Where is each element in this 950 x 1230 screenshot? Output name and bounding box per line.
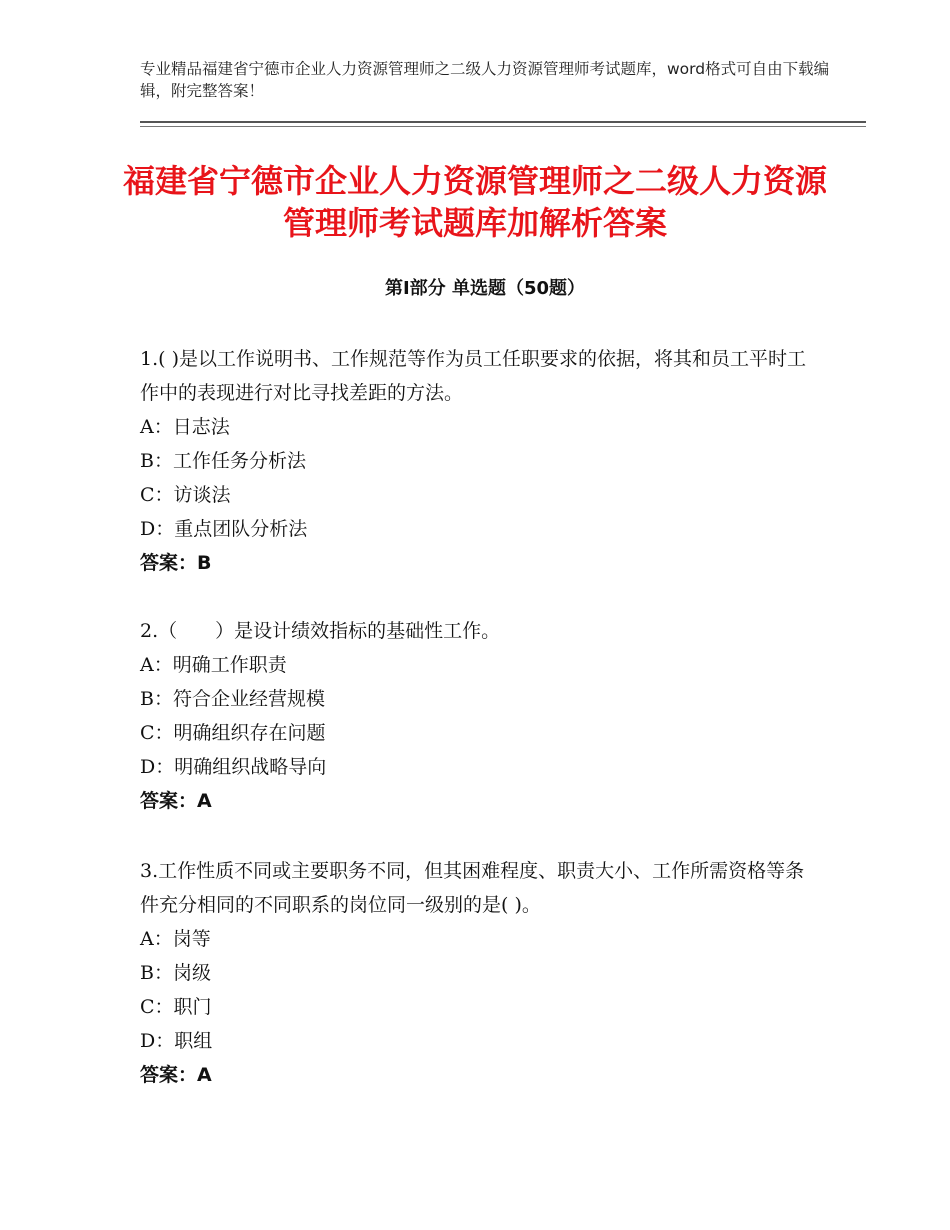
option-d: D：明确组织战略导向 (140, 756, 327, 778)
answer: 答案：A (140, 790, 212, 812)
option-d: D：职组 (140, 1030, 213, 1052)
option-c: C：访谈法 (140, 484, 231, 506)
option-b: B：符合企业经营规模 (140, 688, 325, 710)
option-a: A：明确工作职责 (140, 654, 287, 676)
option-a: A：日志法 (140, 416, 230, 438)
option-b: B：岗级 (140, 962, 211, 984)
header-note: 专业精品福建省宁德市企业人力资源管理师之二级人力资源管理师考试题库，word格式可自由下载编辑，附完整答案！ (140, 60, 830, 100)
header-divider-thin (140, 126, 866, 127)
answer: 答案：A (140, 1064, 212, 1086)
question-block (140, 614, 820, 818)
option-b: B：工作任务分析法 (140, 450, 306, 472)
answer: 答案：B (140, 552, 212, 574)
question-stem: 2.（ ）是设计绩效指标的基础性工作。 (140, 620, 501, 642)
question-block (140, 342, 820, 580)
section-title: 第Ⅰ部分 单选题（50题） (384, 278, 585, 299)
question-block (140, 854, 820, 1092)
option-c: C：明确组织存在问题 (140, 722, 326, 744)
option-d: D：重点团队分析法 (140, 518, 308, 540)
question-stem: 3.工作性质不同或主要职务不同，但其困难程度、职责大小、工作所需资格等条件充分相同的不同职系的岗位同一级别的是( )。 (140, 860, 805, 916)
question-stem: 1.( )是以工作说明书、工作规范等作为员工任职要求的依据，将其和员工平时工作中的表现进行对比寻找差距的方法。 (140, 348, 806, 404)
option-c: C：职门 (140, 996, 212, 1018)
header-divider-thick (140, 121, 866, 123)
document-title: 福建省宁德市企业人力资源管理师之二级人力资源管理师考试题库加解析答案 (122, 162, 827, 242)
option-a: A：岗等 (140, 928, 211, 950)
